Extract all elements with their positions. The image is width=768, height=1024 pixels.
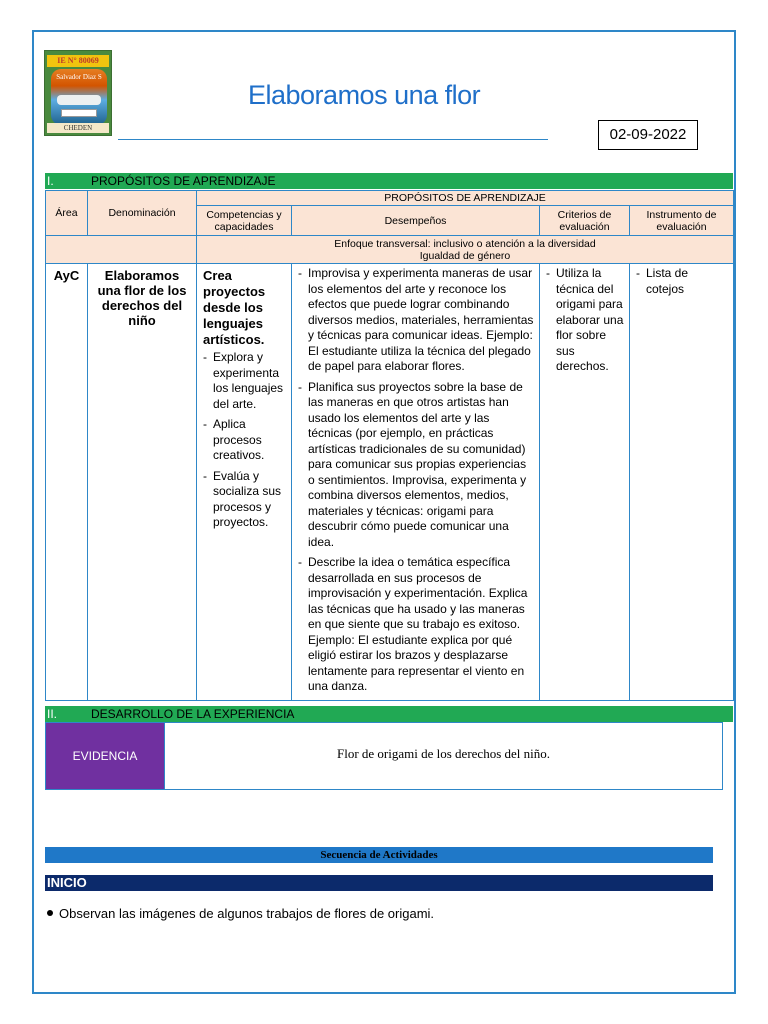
- logo-bottom-text: CHEDEN: [47, 123, 109, 133]
- enfoque-line-1: Enfoque transversal: inclusivo o atención a la diversidad: [334, 237, 596, 250]
- cell-instrumento: [630, 264, 734, 701]
- inicio-item: [47, 906, 434, 921]
- cell-area: AyC: [46, 264, 88, 701]
- list-item: - Describe la idea o temática específica desarrollada en sus procesos de improvisación y experimentación. Explica las técnicas que ha usado y las maneras en que siente que su trabajo es exitoso. Ejemplo: El estudiante explica por qué eligió estirar los brazos y desplazarse lentamente para representar el viento en una danza.: [292, 555, 535, 695]
- list-item: - Lista de cotejos: [630, 266, 729, 297]
- cell-denominacion: Elaboramos una flor de los derechos del niño: [88, 264, 197, 701]
- section-1-header: [45, 173, 733, 189]
- list-item: - Explora y experimenta los lenguajes del arte.: [197, 350, 291, 412]
- inicio-item-text: Observan las imágenes de algunos trabajos de flores de origami.: [59, 906, 435, 921]
- list-item: - Aplica procesos creativos.: [197, 417, 291, 464]
- list-item: - Improvisa y experimenta maneras de usar los elementos del arte y reconoce los efectos que puede lograr combinando diversos medios, materiales, herramientas y técnicas para comunicar ideas. Ejemplo: El estudiante utiliza la técnica del plegado de papel para elaborar flores.: [292, 266, 535, 375]
- section-1-number: I.: [47, 174, 54, 188]
- header-denominacion: Denominación: [88, 191, 197, 236]
- criterios-list: [540, 266, 625, 375]
- secuencia-header: Secuencia de Actividades: [45, 847, 713, 863]
- header-instrumento: Instrumento de evaluación: [630, 206, 734, 236]
- inicio-header: INICIO: [45, 875, 713, 891]
- logo-wave-shape: [57, 95, 101, 105]
- header-propositos: PROPÓSITOS DE APRENDIZAJE: [197, 191, 734, 206]
- title-underline: [118, 139, 548, 140]
- cell-criterios: [540, 264, 630, 701]
- purposes-table: [45, 190, 734, 701]
- section-2-header: [45, 706, 733, 722]
- section-2-number: II.: [47, 707, 58, 721]
- page-title: Elaboramos una flor: [248, 80, 481, 110]
- instrumento-list: [630, 266, 729, 297]
- header-competencias: Competencias y capacidades: [197, 206, 292, 236]
- capacidades-list: [197, 350, 291, 531]
- list-item: - Evalúa y socializa sus procesos y proyectos.: [197, 469, 291, 531]
- logo-top-text: IE N° 80069: [57, 56, 99, 65]
- competencia-title: Crea proyectos desde los lenguajes artísticos.: [203, 268, 266, 347]
- logo-emblem: [51, 69, 107, 125]
- logo-top-band: [47, 55, 109, 67]
- header-desempenos: Desempeños: [292, 206, 540, 236]
- enfoque-line-2: Igualdad de género: [419, 249, 511, 262]
- desempenos-list: [292, 266, 535, 695]
- section-2-title: DESARROLLO DE LA EXPERIENCIA: [91, 707, 295, 721]
- logo-badge-shape: [61, 109, 97, 117]
- list-item: - Planifica sus proyectos sobre la base de las maneras en que otros artistas han usado los elementos del arte y las técnicas (por ejemplo, en prácticas artísticas tradicionales de su comunidad) para comunicar sus propias experiencias o sentimientos. Improvisa, experimenta y combina diversos elementos, medios, materiales y técnicas: origami para descubrir cómo puede comunicar una idea.: [292, 380, 535, 551]
- cell-desempenos: [292, 264, 540, 701]
- evidencia-text: Flor de origami de los derechos del niño.: [164, 723, 722, 789]
- section-1-title: PROPÓSITOS DE APRENDIZAJE: [91, 174, 276, 188]
- date-box: 02-09-2022: [598, 120, 698, 150]
- enfoque-transversal: [197, 236, 734, 264]
- header-area: Área: [46, 191, 88, 236]
- evidencia-box: [45, 722, 723, 790]
- header-blank: [46, 236, 197, 264]
- evidencia-label: EVIDENCIA: [46, 723, 164, 789]
- list-item: - Utiliza la técnica del origami para elaborar una flor sobre sus derechos.: [540, 266, 625, 375]
- school-logo: [44, 50, 112, 136]
- bullet-icon: [47, 910, 53, 916]
- header-criterios: Criterios de evaluación: [540, 206, 630, 236]
- logo-name-text: Salvador Diaz S: [56, 73, 102, 81]
- cell-competencias: [197, 264, 292, 701]
